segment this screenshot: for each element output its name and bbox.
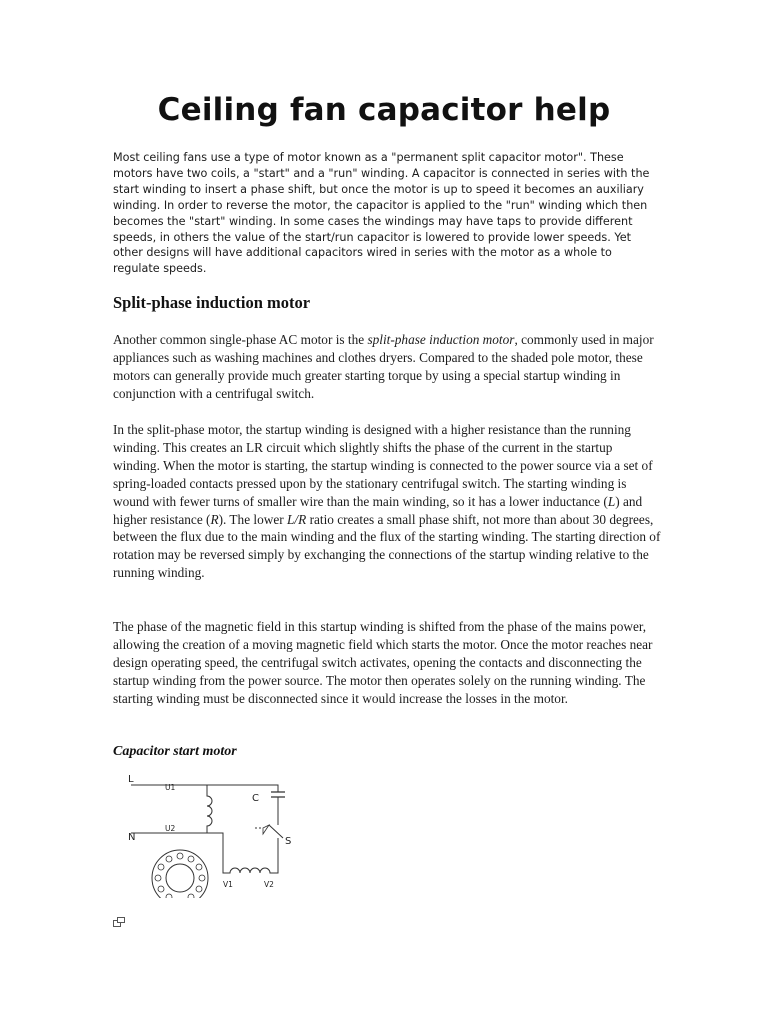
image-placeholder-icon	[113, 917, 125, 927]
label-L: L	[128, 774, 134, 785]
section-heading: Split-phase induction motor	[113, 293, 311, 312]
subsection-heading: Capacitor start motor	[113, 744, 237, 759]
winding-v1-v2	[223, 858, 278, 873]
split-phase-term: split-phase induction motor	[367, 332, 515, 347]
label-V2: V2	[264, 880, 274, 889]
stator-slots	[155, 853, 205, 898]
page-title: Ceiling fan capacitor help	[157, 92, 611, 128]
winding-u1-u2	[207, 785, 223, 858]
label-N: N	[128, 832, 136, 843]
intro-paragraph: Most ceiling fans use a type of motor known as a "permanent split capacitor motor". These motors have two coils, a "start" and a "run" winding. A capacitor is connected in series with the start winding to insert a phase shift, but once the motor is up to speed it becomes an auxiliary winding. In order to reverse the motor, the capacitor is applied to the "run" winding which then becomes the "start" winding. In some cases the windings may have taps to provide different speeds, in others the value of the start/run capacitor is lowered to provide lower speeds. Yet other designs will have additional capacitors wired in series with the motor as a whole to regulate speeds.	[113, 151, 650, 276]
label-U2: U2	[165, 824, 176, 833]
paragraph-1: Another common single-phase AC motor is the split-phase induction motor, commonly used in major appliances such as washing machines and clothes dryers. Compared to the shaded pole motor, these motors can generally provide much greater starting torque by using a special startup winding in conjunction with a centrifugal switch.	[113, 332, 654, 401]
switch-S	[269, 813, 283, 858]
label-C: C	[252, 793, 259, 804]
line-L	[131, 785, 278, 792]
motor-stator	[152, 850, 208, 898]
lr-ratio-symbol: L/R	[287, 511, 307, 527]
resistance-symbol: R	[210, 511, 219, 527]
paragraph-2: In the split-phase motor, the startup winding is designed with a higher resistance than the running winding. This creates an LR circuit which slightly shifts the phase of the current in the startup winding. When the motor is starting, the startup winding is connected to the power source via a set of spring-loaded contacts pressed upon by the stationary centrifugal switch. The starting winding is wound with fewer turns of smaller wire than the main winding, so it has a lower inductance (L) and higher resistance (R). The lower L/R ratio creates a small phase shift, not more than about 30 degrees, between the flux due to the main winding and the flux of the starting winding. The starting direction of rotation may be reversed simply by exchanging the connections of the startup winding relative to the running winding.	[113, 422, 661, 581]
capacitor-start-motor-diagram	[113, 768, 313, 898]
paragraph-3: The phase of the magnetic field in this startup winding is shifted from the phase of the mains power, allowing the creation of a moving magnetic field which starts the motor. Once the motor reaches near design operating speed, the centrifugal switch activates, opening the contacts and disconnecting the startup winding from the power source. The motor then operates solely on the running winding. The starting winding must be disconnected since it would increase the losses in the motor.	[113, 619, 653, 706]
capacitor-C	[271, 792, 285, 797]
label-S: S	[285, 836, 292, 847]
inductance-symbol: L	[607, 493, 616, 509]
label-V1: V1	[223, 880, 233, 889]
motor-rotor	[166, 864, 194, 892]
label-U1: U1	[165, 783, 176, 792]
